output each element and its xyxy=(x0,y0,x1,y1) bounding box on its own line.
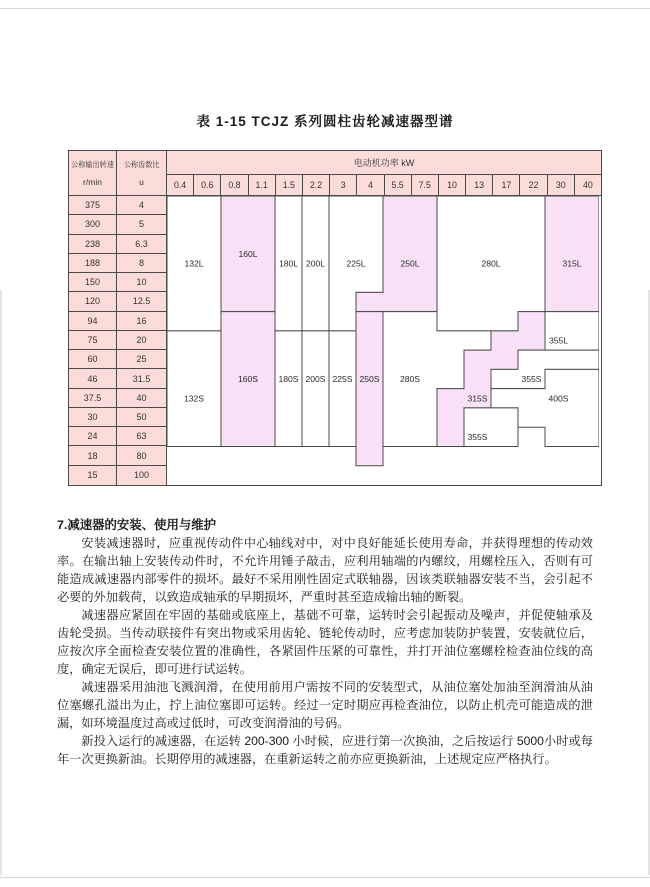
power-value-cell: 5.5 xyxy=(385,175,412,195)
reducer-model-table xyxy=(68,150,602,486)
power-value-cell: 0.6 xyxy=(194,175,221,195)
speed-cell: 18 xyxy=(69,446,116,465)
power-value-cell: 3 xyxy=(330,175,357,195)
power-value-cell: 40 xyxy=(575,175,601,195)
ratio-cell: 5 xyxy=(117,215,166,234)
speed-cell: 24 xyxy=(69,427,116,446)
region-label-355S: 355S xyxy=(467,431,488,442)
region-label-355S: 355S xyxy=(521,374,542,385)
page-top-edge xyxy=(0,8,650,9)
region-label-400S: 400S xyxy=(548,393,569,404)
ratio-cell: 25 xyxy=(117,350,166,369)
page-left-edge xyxy=(0,290,2,875)
speed-column-header xyxy=(69,151,116,196)
power-value-cell: 30 xyxy=(548,175,575,195)
ratio-cell: 100 xyxy=(117,466,166,485)
power-value-cell: 7.5 xyxy=(412,175,439,195)
region-250S xyxy=(356,312,383,466)
motor-power-header: 电动机功率 kW xyxy=(167,151,601,175)
speed-cell: 37.5 xyxy=(69,389,116,408)
region-225S xyxy=(329,331,356,447)
ratio-column xyxy=(117,151,167,485)
ratio-cell: 20 xyxy=(117,331,166,350)
speed-cell: 238 xyxy=(69,235,116,254)
region-label-225L: 225L xyxy=(346,258,366,269)
region-label-200L: 200L xyxy=(305,258,326,269)
speed-cell: 188 xyxy=(69,254,116,273)
speed-header-label: 公称输出转速 xyxy=(71,159,114,169)
region-label-180S: 180S xyxy=(278,374,299,385)
speed-cell: 375 xyxy=(69,196,116,215)
speed-cell: 75 xyxy=(69,331,116,350)
region-label-250S: 250S xyxy=(359,374,380,385)
ratio-cell: 12.5 xyxy=(117,292,166,311)
region-label-160L: 160L xyxy=(238,248,258,259)
region-label-280L: 280L xyxy=(481,258,501,269)
region-label-355L: 355L xyxy=(548,335,569,346)
table-title: 表 1-15 TCJZ 系列圆柱齿轮减速器型谱 xyxy=(196,114,454,129)
installation-section xyxy=(57,516,593,768)
power-value-cell: 0.4 xyxy=(167,175,194,195)
region-label-132S: 132S xyxy=(183,393,205,404)
speed-cell: 120 xyxy=(69,292,116,311)
speed-cell: 46 xyxy=(69,369,116,388)
section-paragraph: 安装减速器时，应重视传动件中心轴线对中，对中良好能延长使用寿命，并获得理想的传动效率。在输出轴上安装传动件时，不允许用锤子敲击，应利用轴端的内螺纹，用螺栓压入，否则有可能造成减速器内部零件的损坏。最好不采用刚性固定式联轴器，因该类联轴器安装不当，会引起不必要的外加载荷，以致造成轴承的早期损坏，严重时甚至造成输出轴的断裂。 xyxy=(57,536,593,604)
ratio-cell: 80 xyxy=(117,446,166,465)
region-label-200S: 200S xyxy=(305,374,326,385)
power-value-cell: 22 xyxy=(520,175,547,195)
ratio-cell: 50 xyxy=(117,408,166,427)
ratio-header-unit: u xyxy=(139,177,144,188)
region-label-132L: 132L xyxy=(184,258,204,269)
power-value-cell: 1.1 xyxy=(249,175,276,195)
power-values-row xyxy=(167,175,601,196)
region-label-250L: 250L xyxy=(400,258,420,269)
region-label-315S: 315S xyxy=(467,393,488,404)
ratio-cell: 6.3 xyxy=(117,235,166,254)
ratio-cell: 31.5 xyxy=(117,369,166,388)
power-value-cell: 0.8 xyxy=(221,175,248,195)
region-label-225S: 225S xyxy=(332,374,353,385)
power-value-cell: 17 xyxy=(493,175,520,195)
speed-header-unit: r/min xyxy=(83,177,102,188)
speed-cell: 60 xyxy=(69,350,116,369)
ratio-cell: 10 xyxy=(117,273,166,292)
page-bottom-edge xyxy=(0,877,650,878)
section-paragraph: 新投入运行的减速器，在运转 200-300 小时候，应进行第一次换油，之后按运行 5000小时或每年一次更换新油。长期停用的减速器，在重新运转之前亦应更换新油，上述规定应严格执行。 xyxy=(57,734,593,766)
ratio-cell: 63 xyxy=(117,427,166,446)
power-body-column xyxy=(167,151,601,485)
region-180S xyxy=(275,331,302,447)
ratio-header-label: 公称齿数比 xyxy=(123,159,160,169)
model-region-grid xyxy=(167,196,599,485)
section-paragraph: 减速器应紧固在牢固的基础或底座上，基础不可靠，运转时会引起振动及噪声，并促使轴承及齿轮受损。当传动联接件有突出物或采用齿轮、链轮传动时，应考虑加装防护装置，安装就位后，应按次序全面检查安装位置的准确性，各紧固件压紧的可靠性，并打开油位塞螺栓检查油位线的高度，确定无误后，即可进行试运转。 xyxy=(57,608,593,676)
speed-cell: 15 xyxy=(69,466,116,485)
ratio-cell: 8 xyxy=(117,254,166,273)
region-315L xyxy=(545,196,599,312)
speed-column xyxy=(69,151,117,485)
speed-cell: 30 xyxy=(69,408,116,427)
section-heading: 7.减速器的安装、使用与维护 xyxy=(57,518,217,532)
speed-cell: 94 xyxy=(69,312,116,331)
region-label-315L: 315L xyxy=(562,258,582,269)
ratio-cell: 4 xyxy=(117,196,166,215)
ratio-cell: 16 xyxy=(117,312,166,331)
region-label-160S: 160S xyxy=(237,374,259,385)
power-value-cell: 4 xyxy=(357,175,384,195)
ratio-cell: 40 xyxy=(117,389,166,408)
section-paragraph: 减速器采用油池飞溅润滑，在使用前用户需按不同的安装型式，从油位塞处加油至润滑油从油位塞螺孔溢出为止，拧上油位塞即可运转。经过一定时期应再检查油位，以防止机壳可能造成的泄漏，如环境温度过高或过低时，可改变润滑油的号码。 xyxy=(57,680,593,730)
power-value-cell: 10 xyxy=(439,175,466,195)
region-132S xyxy=(167,331,221,447)
power-value-cell: 13 xyxy=(466,175,493,195)
region-label-180L: 180L xyxy=(278,258,299,269)
power-value-cell: 2.2 xyxy=(303,175,330,195)
power-value-cell: 1.5 xyxy=(276,175,303,195)
region-200S xyxy=(302,331,329,447)
region-label-280S: 280S xyxy=(399,374,421,385)
speed-cell: 300 xyxy=(69,215,116,234)
speed-cell: 150 xyxy=(69,273,116,292)
ratio-column-header xyxy=(117,151,166,196)
